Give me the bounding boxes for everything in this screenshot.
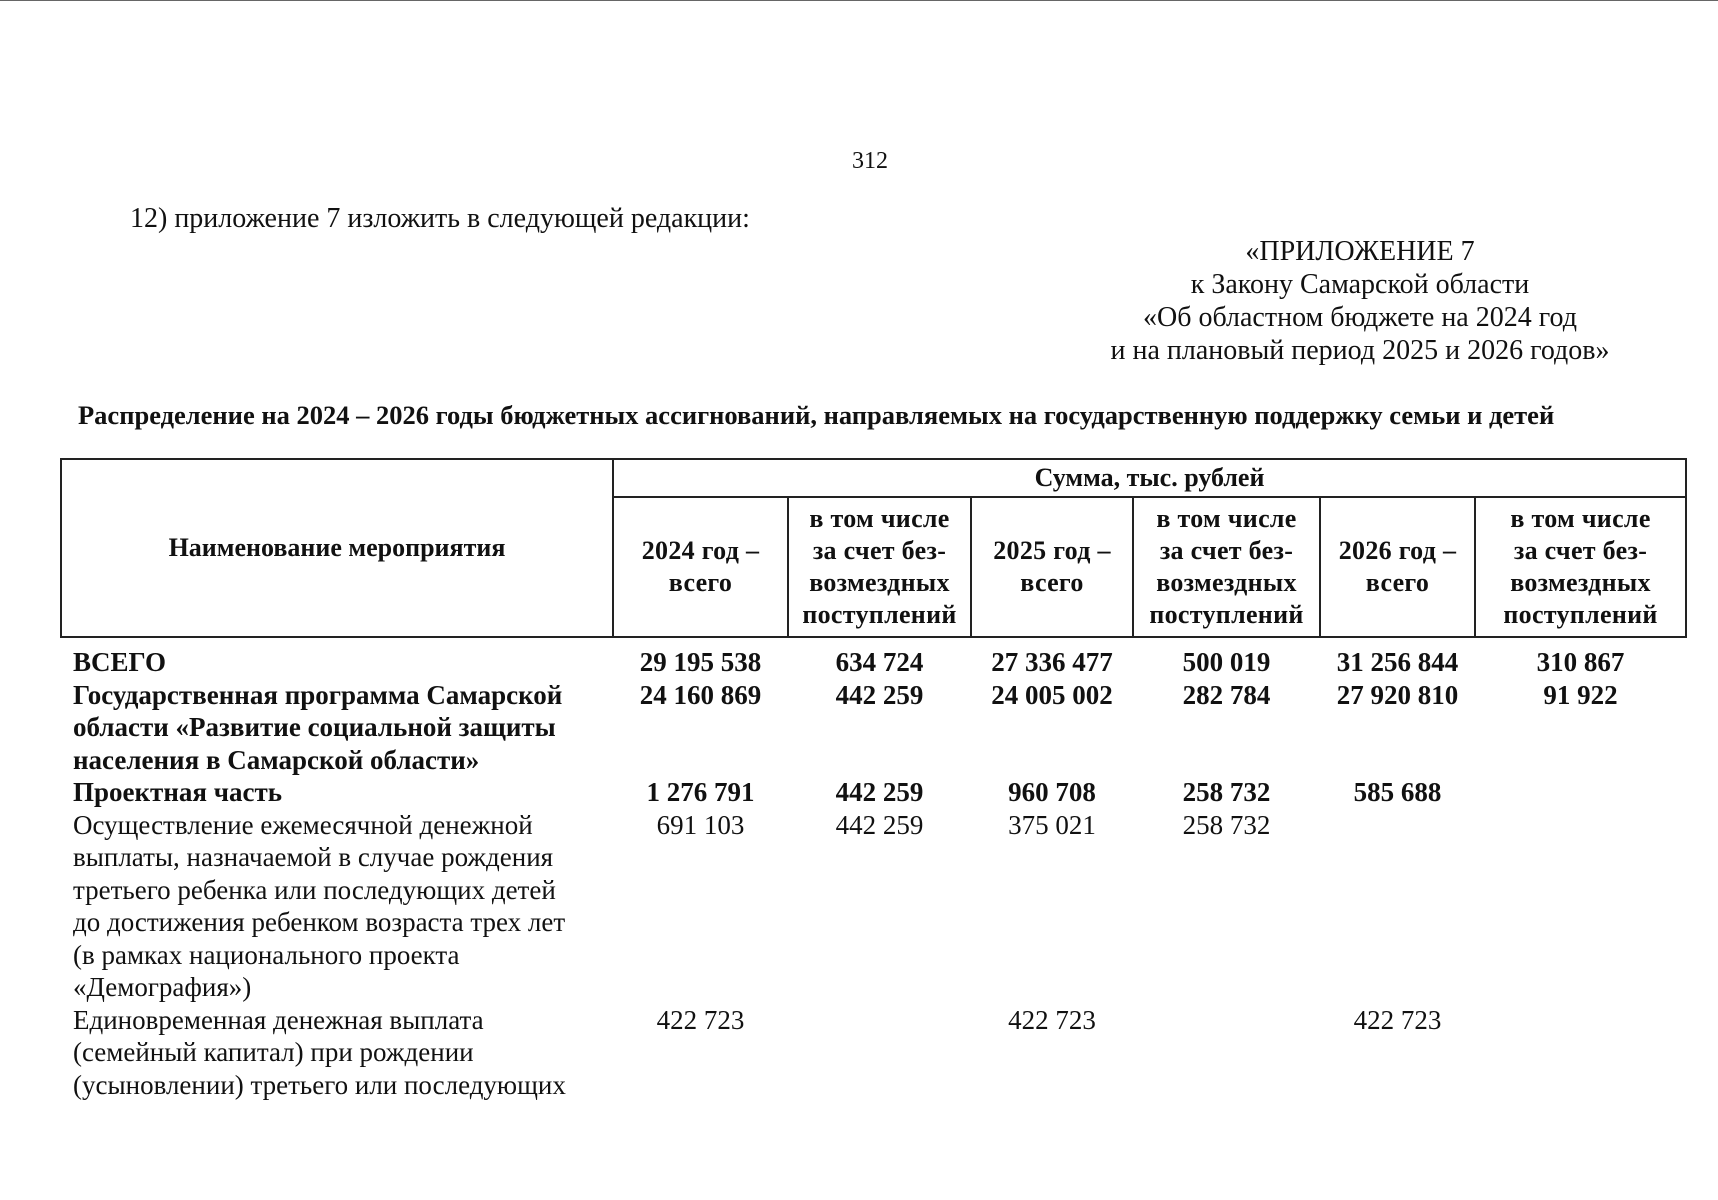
cell-2024-total: 24 160 869 (639, 679, 762, 710)
intro-text: 12) приложение 7 изложить в следующей редакции: (130, 203, 750, 234)
cell-2024-total: 1 276 791 (646, 777, 755, 807)
appendix-line: «ПРИЛОЖЕНИЕ 7 (1245, 236, 1475, 267)
header-name: Наименование мероприятия (61, 459, 613, 637)
cell-2025-grants: 258 732 (1182, 809, 1271, 840)
cell-2024-total: 422 723 (656, 1004, 745, 1035)
appendix-line: к Закону Самарской области (1190, 269, 1530, 300)
cell-2026-total: 422 723 (1353, 1004, 1442, 1035)
appendix-line: «Об областном бюджете на 2024 год (1143, 302, 1577, 333)
cell-2024-total: 29 195 538 (639, 647, 762, 677)
header-2024-grants: в том числе за счет без- возмездных поступлений (788, 497, 971, 637)
cell-2025-total: 27 336 477 (991, 647, 1113, 677)
header-2026-grants: в том числе за счет без- возмездных поступлений (1475, 497, 1686, 637)
cell-2025-grants: 282 784 (1182, 679, 1271, 710)
page-number: 312 (852, 148, 888, 174)
table-row (61, 679, 1686, 777)
budget-table (60, 458, 1687, 1109)
cell-2024-grants: 442 259 (835, 809, 924, 840)
row-name: Осуществление ежемесячной денежной выплаты, назначаемой в случае рождения третьего ребенка или последующих детей до достижения ребенком возраста трех лет (в рамках национального проекта «Демография») (73, 809, 566, 1002)
cell-2025-total: 375 021 (1008, 809, 1096, 840)
cell-2026-grants (1475, 1004, 1686, 1109)
table-row (61, 809, 1686, 1004)
cell-2024-grants: 442 259 (835, 777, 924, 807)
table-row (61, 637, 1686, 679)
cell-2024-grants: 634 724 (835, 647, 924, 677)
header-2025-grants: в том числе за счет без- возмездных поступлений (1133, 497, 1320, 637)
row-name: ВСЕГО (73, 647, 167, 677)
cell-2025-grants: 500 019 (1182, 647, 1271, 677)
cell-2025-grants (1133, 1004, 1320, 1109)
cell-2026-total: 27 920 810 (1336, 679, 1459, 710)
header-2024-total: 2024 год – всего (613, 497, 788, 637)
cell-2026-grants (1475, 776, 1686, 809)
cell-2025-total: 422 723 (1008, 1004, 1096, 1035)
cell-2026-total (1320, 809, 1475, 1004)
cell-2026-total: 31 256 844 (1336, 647, 1459, 677)
row-name: Проектная часть (73, 777, 282, 807)
table-row (61, 776, 1686, 809)
header-2026-total: 2026 год – всего (1320, 497, 1475, 637)
cell-2026-grants (1475, 809, 1686, 1004)
cell-2024-total: 691 103 (656, 809, 745, 840)
cell-2025-grants: 258 732 (1182, 777, 1271, 807)
document-title: Распределение на 2024 – 2026 годы бюджетных ассигнований, направляемых на государственную поддержку семьи и детей (78, 400, 1555, 430)
cell-2025-total: 24 005 002 (991, 679, 1113, 710)
row-name: Единовременная денежная выплата (семейный капитал) при рождении (усыновлении) третьего или последующих (73, 1004, 566, 1100)
cell-2024-grants (788, 1004, 971, 1109)
cell-2026-grants: 310 867 (1536, 647, 1625, 677)
header-sum: Сумма, тыс. рублей (613, 459, 1686, 497)
header-2025-total: 2025 год – всего (971, 497, 1133, 637)
cell-2026-grants: 91 922 (1543, 679, 1618, 710)
top-edge-line (0, 0, 1718, 1)
cell-2026-total: 585 688 (1353, 777, 1442, 807)
cell-2025-total: 960 708 (1008, 777, 1096, 807)
appendix-line: и на плановый период 2025 и 2026 годов» (1110, 335, 1610, 366)
table-row (61, 1004, 1686, 1109)
appendix-header (1100, 235, 1620, 367)
cell-2024-grants: 442 259 (835, 679, 924, 710)
row-name: Государственная программа Самарской области «Развитие социальной защиты населения в Самарской области» (73, 679, 563, 775)
